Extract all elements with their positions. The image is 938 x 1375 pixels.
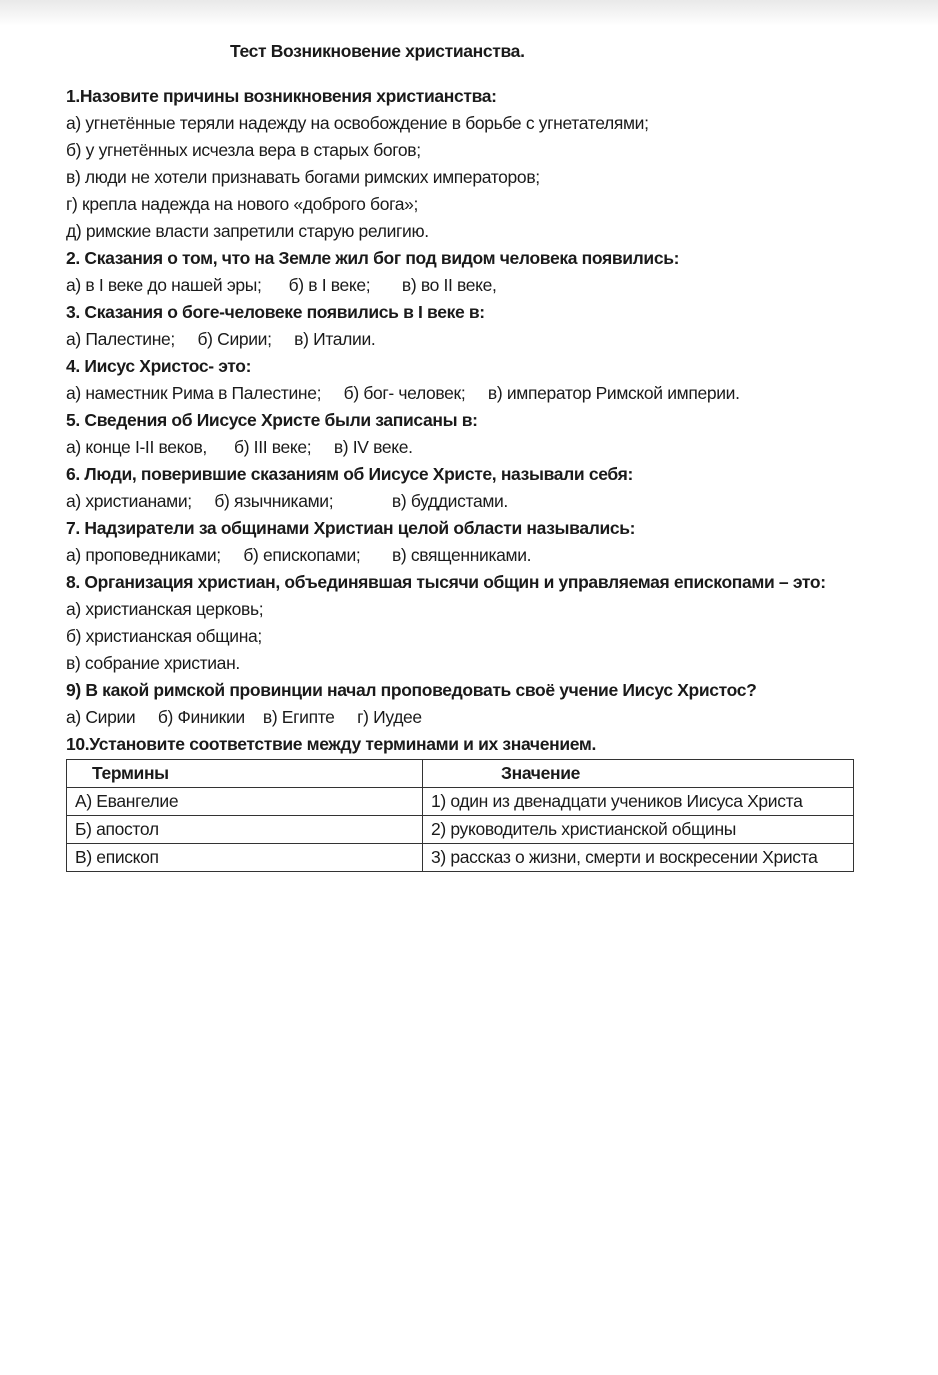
matching-table xyxy=(66,759,854,872)
document-title: Тест Возникновение христианства. xyxy=(230,41,525,61)
table-header-terms: Термины xyxy=(67,760,423,788)
table-row xyxy=(67,816,854,844)
question-3: 3. Сказания о боге-человеке появились в I веке в: xyxy=(66,302,485,322)
answer-8b: б) христианская община; xyxy=(66,626,262,646)
question-1: 1.Назовите причины возникновения христианства: xyxy=(66,86,497,106)
table-header-row xyxy=(67,760,854,788)
table-cell-term: Б) апостол xyxy=(67,816,423,844)
table-row xyxy=(67,844,854,872)
answers-3: а) Палестине; б) Сирии; в) Италии. xyxy=(66,329,376,349)
table-cell-meaning: 2) руководитель христианской общины xyxy=(423,816,854,844)
question-10: 10.Установите соответствие между терминами и их значением. xyxy=(66,734,596,754)
question-4: 4. Иисус Христос- это: xyxy=(66,356,252,376)
question-7: 7. Надзиратели за общинами Христиан целой области назывались: xyxy=(66,518,636,538)
question-5: 5. Сведения об Иисусе Христе были записаны в: xyxy=(66,410,478,430)
answers-7: а) проповедниками; б) епископами; в) священниками. xyxy=(66,545,532,565)
answers-2: а) в I веке до нашей эры; б) в I веке; в) во II веке, xyxy=(66,275,497,295)
question-list xyxy=(66,83,866,758)
table-cell-term: В) епископ xyxy=(67,844,423,872)
answer-1e: д) римские власти запретили старую религию. xyxy=(66,221,429,241)
question-2: 2. Сказания о том, что на Земле жил бог под видом человека появились: xyxy=(66,248,680,268)
table-cell-meaning: 1) один из двенадцати учеников Иисуса Христа xyxy=(423,788,854,816)
answer-8a: а) христианская церковь; xyxy=(66,599,264,619)
table-cell-meaning: 3) рассказ о жизни, смерти и воскресении Христа xyxy=(423,844,854,872)
answer-1b: б) у угнетённых исчезла вера в старых богов; xyxy=(66,140,421,160)
answer-1a: а) угнетённые теряли надежду на освобождение в борьбе с угнетателями; xyxy=(66,113,649,133)
question-8: 8. Организация христиан, объединявшая тысячи общин и управляемая епископами – это: xyxy=(66,572,826,592)
page-top-shadow xyxy=(0,0,938,26)
answer-1d: г) крепла надежда на нового «доброго бога»; xyxy=(66,194,419,214)
answers-6: а) христианами; б) язычниками; в) буддистами. xyxy=(66,491,508,511)
table-header-meaning: Значение xyxy=(423,760,854,788)
table-cell-term: А) Евангелие xyxy=(67,788,423,816)
answers-9: а) Сирии б) Финикии в) Египте г) Иудее xyxy=(66,707,422,727)
table-row xyxy=(67,788,854,816)
title-spacer xyxy=(66,65,866,83)
answers-4: а) наместник Рима в Палестине; б) бог- человек; в) император Римской империи. xyxy=(66,383,740,403)
question-9: 9) В какой римской провинции начал проповедовать своё учение Иисус Христос? xyxy=(66,680,757,700)
answers-5: а) конце I-II веков, б) III веке; в) IV веке. xyxy=(66,437,413,457)
answer-8c: в) собрание христиан. xyxy=(66,653,240,673)
document-page xyxy=(66,38,866,872)
question-6: 6. Люди, поверившие сказаниям об Иисусе Христе, называли себя: xyxy=(66,464,633,484)
answer-1c: в) люди не хотели признавать богами римских императоров; xyxy=(66,167,540,187)
